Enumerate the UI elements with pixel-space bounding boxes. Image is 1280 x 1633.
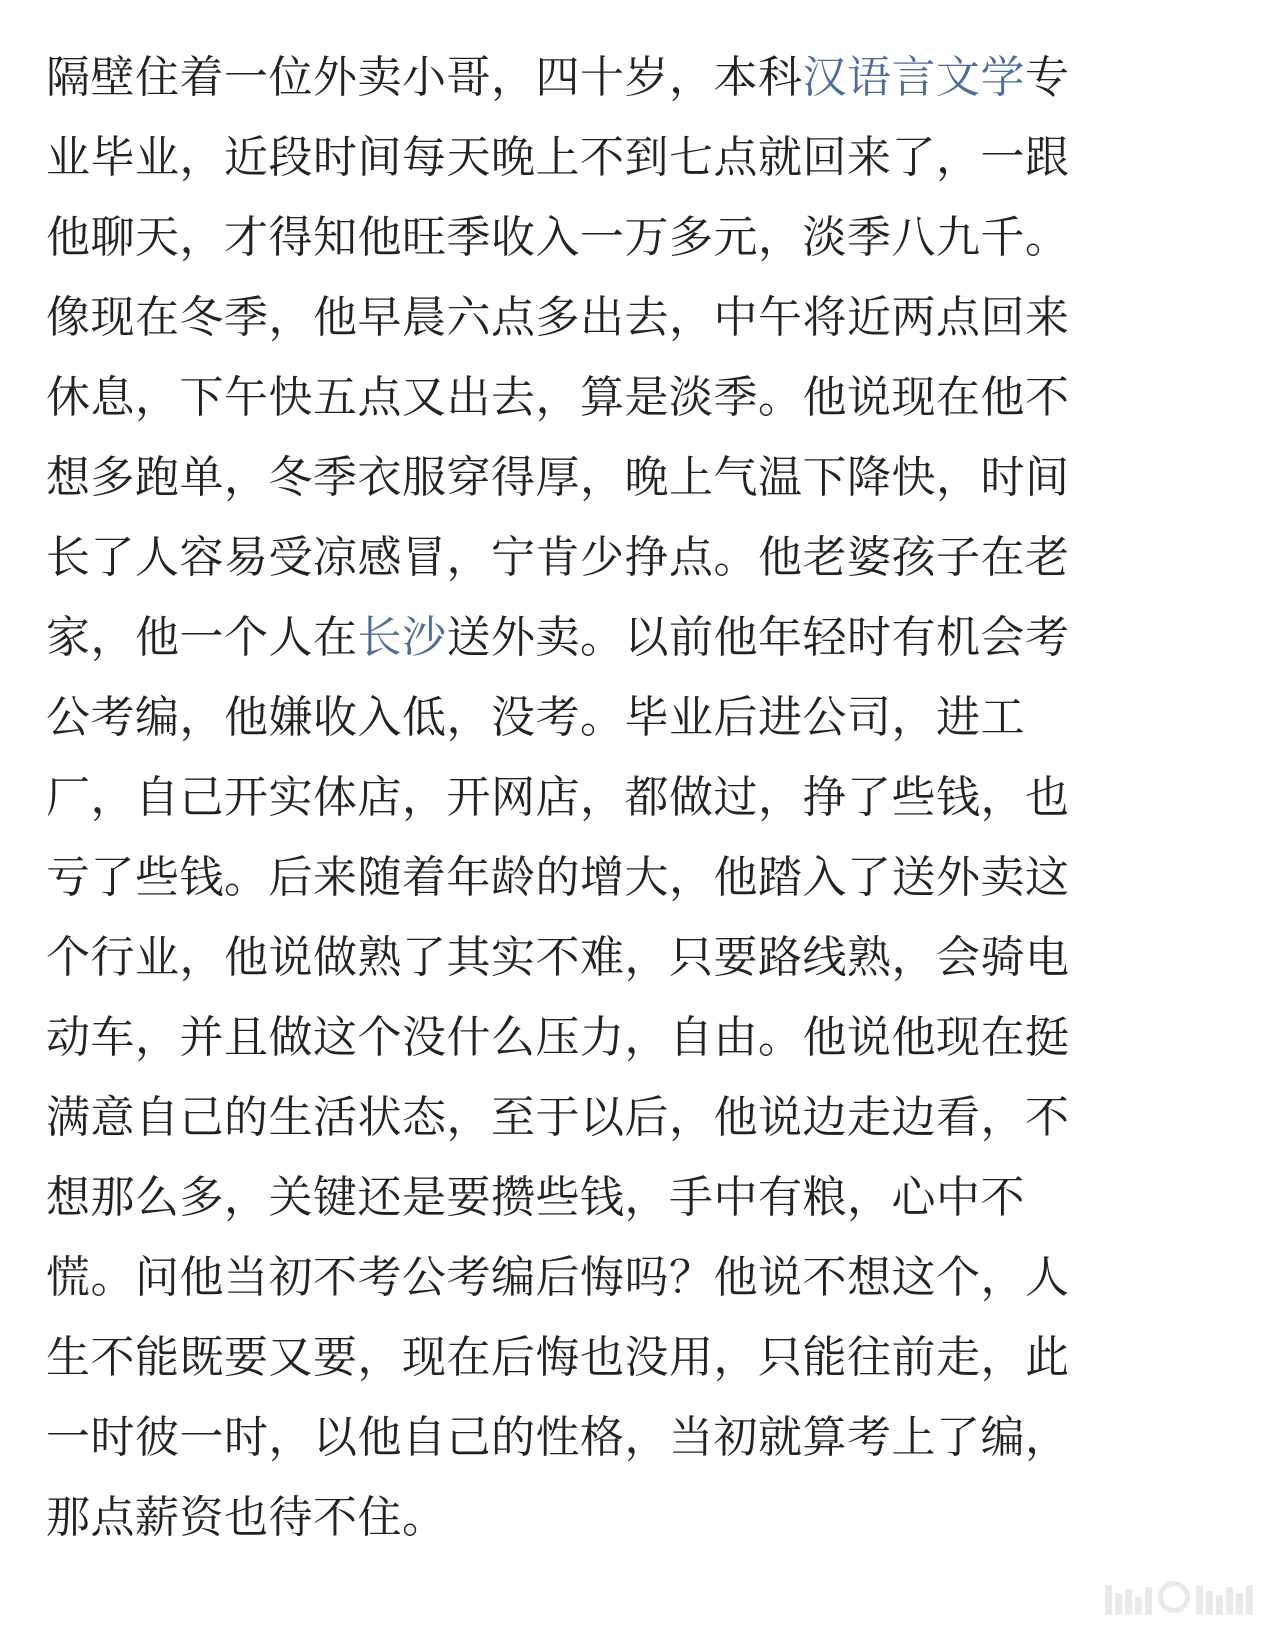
post-text-line <box>46 918 1226 998</box>
post-text-line <box>46 438 1226 518</box>
post-text-segment: 慌。问他当初不考公考编后悔吗？他说不想这个，人 <box>46 1252 1070 1303</box>
post-text-segment: 一时彼一时，以他自己的性格，当初就算考上了编， <box>46 1412 1070 1463</box>
post-text-segment: 生不能既要又要，现在后悔也没用，只能往前走，此 <box>46 1332 1070 1383</box>
post-text-line <box>46 1318 1226 1398</box>
post-text-line <box>46 278 1226 358</box>
post-text-segment: 业毕业，近段时间每天晚上不到七点就回来了，一跟 <box>46 132 1070 183</box>
post-text-line <box>46 678 1226 758</box>
post-text-segment: 厂，自己开实体店，开网店，都做过，挣了些钱，也 <box>46 772 1070 823</box>
post-text-line <box>46 358 1226 438</box>
post-text-line <box>46 1078 1226 1158</box>
post-text-segment: 亏了些钱。后来随着年龄的增大，他踏入了送外卖这 <box>46 852 1070 903</box>
post-text-segment: 动车，并且做这个没什么压力，自由。他说他现在挺 <box>46 1012 1070 1063</box>
post-text-line <box>46 198 1226 278</box>
post-text-segment: 那点薪资也待不住。 <box>46 1492 447 1543</box>
post-text-segment: 他聊天，才得知他旺季收入一万多元，淡季八九千。 <box>46 212 1070 263</box>
post-text-line <box>46 38 1226 118</box>
post-text-segment: 想多跑单，冬季衣服穿得厚，晚上气温下降快，时间 <box>46 452 1070 503</box>
post-text-line <box>46 598 1226 678</box>
topic-link[interactable]: 长沙 <box>357 612 447 663</box>
post-text-segment: 想那么多，关键还是要攒些钱，手中有粮，心中不 <box>46 1172 1025 1223</box>
post-text-line <box>46 118 1226 198</box>
post-text-segment: 长了人容易受凉感冒，宁肯少挣点。他老婆孩子在老 <box>46 532 1070 583</box>
post-text-segment: 满意自己的生活状态，至于以后，他说边走边看，不 <box>46 1092 1070 1143</box>
post-text-segment: 休息，下午快五点又出去，算是淡季。他说现在他不 <box>46 372 1070 423</box>
post-text-line <box>46 758 1226 838</box>
post-text-segment: 像现在冬季，他早晨六点多出去，中午将近两点回来 <box>46 292 1070 343</box>
weibo-watermark-bars-icon <box>1105 1575 1256 1615</box>
post-text-segment: 公考编，他嫌收入低，没考。毕业后进公司，进工 <box>46 692 1025 743</box>
post-text-line <box>46 1158 1226 1238</box>
post-text-line <box>46 1238 1226 1318</box>
post-text-segment: 专 <box>1025 52 1070 103</box>
post-text-segment: 隔壁住着一位外卖小哥，四十岁，本科 <box>46 52 803 103</box>
post-text-line <box>46 518 1226 598</box>
post-text-line <box>46 1478 1226 1558</box>
post-text-segment: 个行业，他说做熟了其实不难，只要路线熟，会骑电 <box>46 932 1070 983</box>
post-text-segment: 家，他一个人在 <box>46 612 358 663</box>
post-text-line <box>46 998 1226 1078</box>
topic-link[interactable]: 汉语言文学 <box>802 52 1025 103</box>
post-text-segment: 送外卖。以前他年轻时有机会考 <box>446 612 1070 663</box>
post-text-line <box>46 1398 1226 1478</box>
post-text-line <box>46 838 1226 918</box>
post-body-text <box>46 38 1226 1558</box>
